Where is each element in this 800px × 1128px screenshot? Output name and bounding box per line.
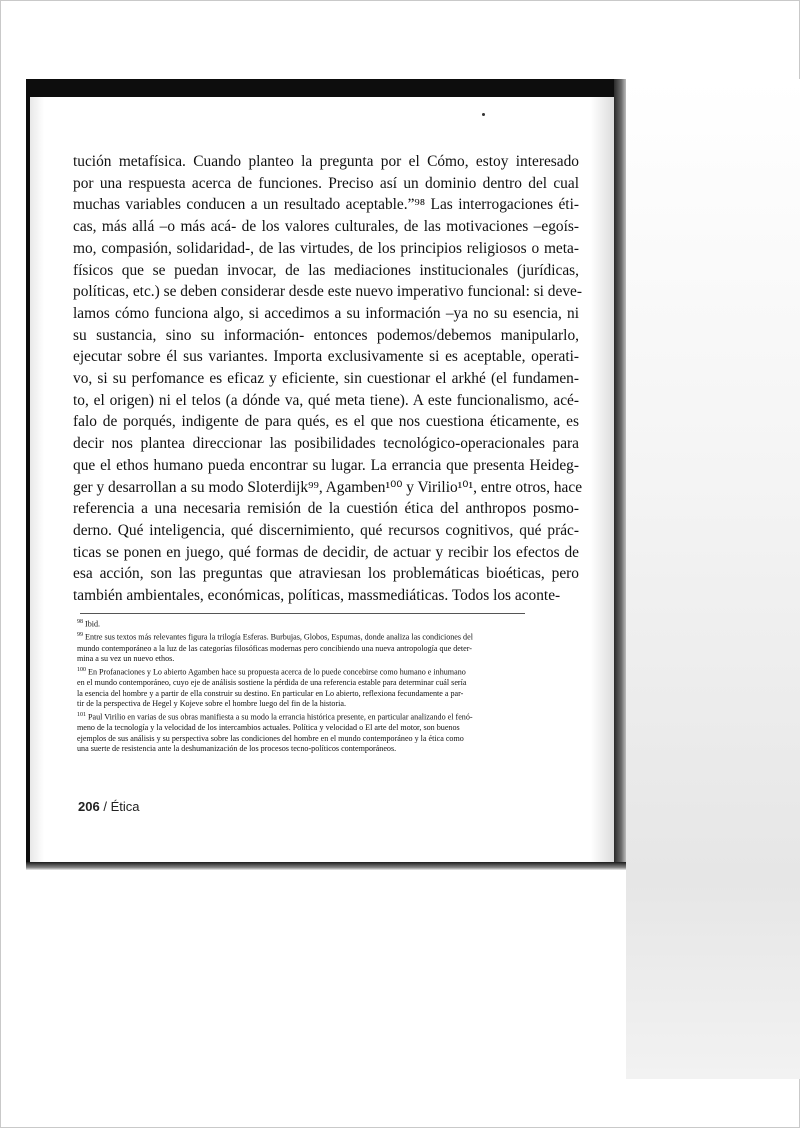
body-line: falo de porqués, indigente de para qués, es el que nos cuestiona éticamente, es (73, 413, 579, 431)
footnote-line: una suerte de resistencia ante la deshumanización de los procesos tecno-políticos contemporáneos. (77, 744, 397, 754)
body-line: to, el origen) ni el telos (a dónde va, qué meta tiene). A este funcionalismo, acé- (73, 391, 579, 409)
footnote-marker: 98 (77, 619, 83, 625)
footnote-line: tir de la perspectiva de Hegel y Kojeve sobre el hombre luego del fin de la historia. (77, 699, 347, 709)
body-line: vo, si su perfomance es eficaz y eficiente, sin cuestionar el arkhé (el fundamen- (73, 370, 579, 388)
scan-edge-bottom (26, 862, 626, 870)
body-line: su sustancia, sino su información- entonces podemos/debemos manipularlo, (73, 326, 579, 344)
body-line: mo, compasión, solidaridad-, de las virtudes, de los principios religiosos o meta- (73, 239, 579, 257)
body-line: políticas, etc.) se deben considerar desde este nuevo imperativo funcional: si deve- (73, 283, 582, 301)
footnote-line: ejemplos de sus análisis y su perspectiva sobre las condiciones del hombre en el mundo contemporáneo y la ética como (77, 733, 464, 743)
book-gutter-shadow (614, 79, 626, 869)
body-paragraph (73, 151, 583, 607)
footnote-line: Paul Virilio en varias de sus obras manifiesta a su modo la errancia histórica presente, en particular analizando el fenó- (88, 712, 473, 722)
body-line: ger y desarrollan a su modo Sloterdijk⁹⁹, Agamben¹⁰⁰ y Virilio¹⁰¹, entre otros, hace (73, 478, 583, 496)
footnote-rule (80, 613, 525, 614)
footnote-line: En Profanaciones y Lo abierto Agamben hace su propuesta acerca de lo puede concebirse como humano e inhumano (88, 667, 466, 677)
footnote-line: mundo contemporáneo a la luz de las categorías filosóficas modernas pero concibiendo una nueva antropología que deter- (77, 643, 472, 653)
footnote-line: la esencia del hombre y a partir de ella construir su destino. En particular en Lo abierto, reflexiona fecundamente a par- (77, 688, 464, 698)
footnote-marker: 100 (77, 666, 86, 673)
footnote-marker: 99 (77, 632, 83, 639)
footnote (77, 710, 567, 755)
body-line: tución metafísica. Cuando planteo la pregunta por el Cómo, estoy interesado (73, 153, 579, 170)
body-line: por una respuesta acerca de funciones. Preciso así un dominio dentro del cual (73, 174, 579, 192)
scan-edge-top (26, 79, 626, 97)
section-title: Ética (110, 799, 140, 814)
speck-mark (482, 113, 485, 116)
body-line: también ambientales, económicas, políticas, massmediáticas. Todos los aconte- (73, 587, 561, 605)
page-footer (78, 799, 139, 814)
footnote (77, 617, 567, 630)
footnote-line: Entre sus textos más relevantes figura la trilogía Esferas. Burbujas, Globos, Espumas, donde analiza las condiciones del (85, 632, 473, 642)
body-line: muchas variables conducen a un resultado aceptable.”⁹⁸ Las interrogaciones éti- (73, 196, 579, 214)
body-line: referencia a una necesaria remisión de la cuestión ética del anthropos posmo- (73, 500, 579, 518)
body-line: que el ethos humano pueda encontrar su lugar. La errancia que presenta Heideg- (73, 456, 579, 474)
body-line: derno. Qué inteligencia, qué discernimiento, qué recursos cognitivos, qué prác- (73, 521, 579, 539)
body-line: cas, más allá –o más acá- de los valores culturales, de las motivaciones –egoís- (73, 218, 579, 236)
footnote-line: Ibid. (85, 619, 101, 629)
body-line: ejecutar sobre él sus variantes. Importa exclusivamente si es aceptable, operati- (73, 348, 579, 366)
footnote-line: meno de la tecnología y la velocidad de los intercambios actuales. Política y velocidad o El arte del motor, son buenos (77, 723, 460, 733)
body-line: ticas se ponen en juego, qué formas de decidir, de actuar y recibir los efectos de (73, 543, 579, 561)
body-line: decir nos plantea direccionar las posibilidades tecnológico-operacionales para (73, 435, 579, 453)
footnote-marker: 101 (77, 711, 86, 718)
footnote (77, 630, 567, 664)
footnote (77, 665, 567, 710)
page-number: 206 (78, 799, 100, 814)
footnotes (77, 617, 567, 755)
footnote-line: mina a su vez un nuevo ethos. (77, 654, 175, 664)
folio-separator: / (103, 799, 107, 814)
scan-background (626, 79, 800, 1079)
body-line: lamos cómo funciona algo, si accedimos a su información –ya no su esencia, ni (73, 304, 579, 322)
body-line: esa acción, son las preguntas que atraviesan los problemáticas bioéticas, pero (73, 565, 579, 583)
body-line: físicos que se puedan invocar, de las mediaciones institucionales (jurídicas, (73, 261, 579, 279)
footnote-line: en el mundo contemporáneo, cuyo eje de análisis sostiene la pérdida de una referencia estable para determinar cuál sería (77, 678, 467, 688)
